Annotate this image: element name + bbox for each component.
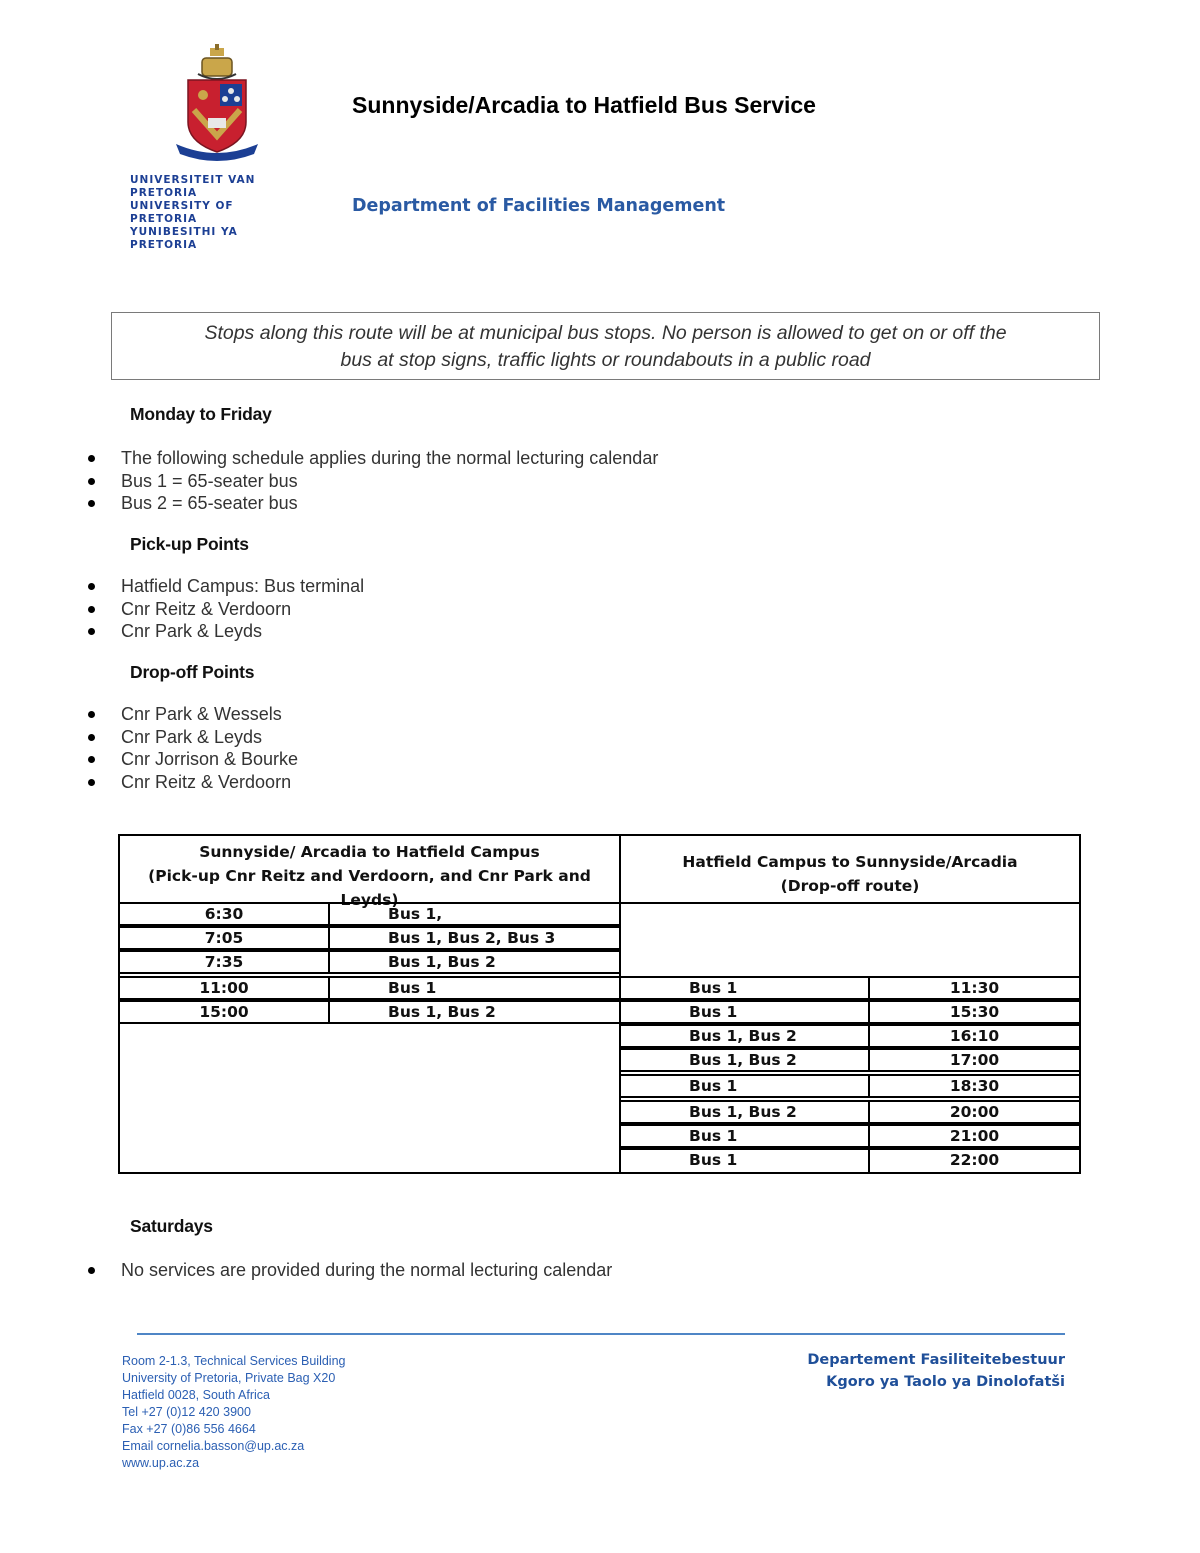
footer-dept-sepedi: Kgoro ya Taolo ya Dinolofatši — [826, 1374, 1065, 1390]
list-item: Cnr Park & Wessels — [86, 703, 298, 726]
list-item: Cnr Reitz & Verdoorn — [86, 598, 364, 621]
list-item: Hatfield Campus: Bus terminal — [86, 575, 364, 598]
right-header — [619, 834, 1081, 904]
dropoff-heading: Drop-off Points — [130, 662, 255, 682]
right-header-line-1: Hatfield Campus to Sunnyside/Arcadia — [682, 853, 1018, 871]
notice-box — [111, 312, 1100, 380]
table-cell-buses: Bus 1 — [619, 1148, 870, 1174]
list-item: Cnr Jorrison & Bourke — [86, 748, 298, 771]
dropoff-list — [86, 703, 298, 793]
right-header-line-2: (Drop-off route) — [780, 877, 920, 895]
table-cell-time: 17:00 — [868, 1048, 1081, 1072]
website-link[interactable]: www.up.ac.za — [122, 1456, 200, 1470]
schedule-table — [118, 834, 1081, 1174]
fax-line: Fax +27 (0)86 556 4664 — [122, 1422, 256, 1436]
table-cell-time: 18:30 — [868, 1074, 1081, 1098]
university-name-sepedi: YUNIBESITHI YA PRETORIA — [130, 226, 238, 251]
left-header — [118, 834, 621, 909]
left-header-line-1: Sunnyside/ Arcadia to Hatfield Campus — [199, 843, 540, 861]
table-cell-buses: Bus 1 — [619, 976, 870, 1000]
footer-department — [807, 1349, 1065, 1393]
department-name: Department of Facilities Management — [352, 196, 726, 216]
table-cell-buses: Bus 1 — [619, 1000, 870, 1024]
table-cell-buses: Bus 1, Bus 2 — [619, 1024, 870, 1048]
weekday-heading: Monday to Friday — [130, 404, 272, 424]
table-cell-buses: Bus 1, Bus 2 — [328, 950, 621, 974]
left-header-line-2: (Pick-up Cnr Reitz and Verdoorn, and Cnr Park and Leyds) — [148, 867, 591, 909]
email-line: Email cornelia.basson@up.ac.za — [122, 1439, 305, 1453]
table-cell-time: 15:00 — [118, 1000, 330, 1024]
table-cell-time: 22:00 — [868, 1148, 1081, 1174]
footer-divider — [137, 1333, 1065, 1335]
list-item: Bus 1 = 65-seater bus — [86, 470, 658, 493]
footer-address — [122, 1353, 346, 1472]
list-item: Cnr Park & Leyds — [86, 620, 364, 643]
list-item: No services are provided during the normal lecturing calendar — [86, 1259, 612, 1282]
table-cell-time: 20:00 — [868, 1100, 1081, 1124]
table-cell-buses: Bus 1, — [328, 902, 621, 926]
table-cell-time: 16:10 — [868, 1024, 1081, 1048]
table-cell-buses: Bus 1, Bus 2 — [619, 1048, 870, 1072]
table-cell-buses: Bus 1, Bus 2, Bus 3 — [328, 926, 621, 950]
pickup-list — [86, 575, 364, 643]
table-cell-buses: Bus 1 — [328, 976, 621, 1000]
page-title: Sunnyside/Arcadia to Hatfield Bus Service — [352, 92, 816, 118]
list-item: Cnr Reitz & Verdoorn — [86, 771, 298, 794]
phone-line: Tel +27 (0)12 420 3900 — [122, 1405, 251, 1419]
table-cell-buses: Bus 1, Bus 2 — [328, 1000, 621, 1024]
university-logo — [130, 44, 300, 251]
list-item: The following schedule applies during the normal lecturing calendar — [86, 447, 658, 470]
footer-dept-afrikaans: Departement Fasiliteitebestuur — [807, 1352, 1065, 1368]
address-line: Hatfield 0028, South Africa — [122, 1388, 271, 1402]
table-cell-buses: Bus 1, Bus 2 — [619, 1100, 870, 1124]
university-name — [130, 174, 305, 252]
table-cell-time: 6:30 — [118, 902, 330, 926]
table-cell-time: 7:35 — [118, 950, 330, 974]
crest-icon — [172, 44, 262, 164]
table-cell-time: 11:30 — [868, 976, 1081, 1000]
weekday-list — [86, 447, 658, 515]
address-line: Room 2-1.3, Technical Services Building — [122, 1354, 346, 1368]
address-line: University of Pretoria, Private Bag X20 — [122, 1371, 336, 1385]
list-item: Bus 2 = 65-seater bus — [86, 492, 658, 515]
list-item: Cnr Park & Leyds — [86, 726, 298, 749]
saturday-heading: Saturdays — [130, 1216, 213, 1236]
notice-line-1: Stops along this route will be at municipal bus stops. No person is allowed to get on or off the — [204, 322, 1007, 344]
table-cell-time: 7:05 — [118, 926, 330, 950]
university-name-english: UNIVERSITY OF PRETORIA — [130, 200, 234, 225]
table-cell-time: 15:30 — [868, 1000, 1081, 1024]
notice-line-2: bus at stop signs, traffic lights or roundabouts in a public road — [340, 349, 871, 371]
table-cell-time: 21:00 — [868, 1124, 1081, 1148]
table-cell-buses: Bus 1 — [619, 1074, 870, 1098]
table-cell-time: 11:00 — [118, 976, 330, 1000]
table-cell-buses: Bus 1 — [619, 1124, 870, 1148]
university-name-afrikaans: UNIVERSITEIT VAN PRETORIA — [130, 174, 256, 199]
pickup-heading: Pick-up Points — [130, 534, 249, 554]
saturday-list — [86, 1259, 612, 1282]
